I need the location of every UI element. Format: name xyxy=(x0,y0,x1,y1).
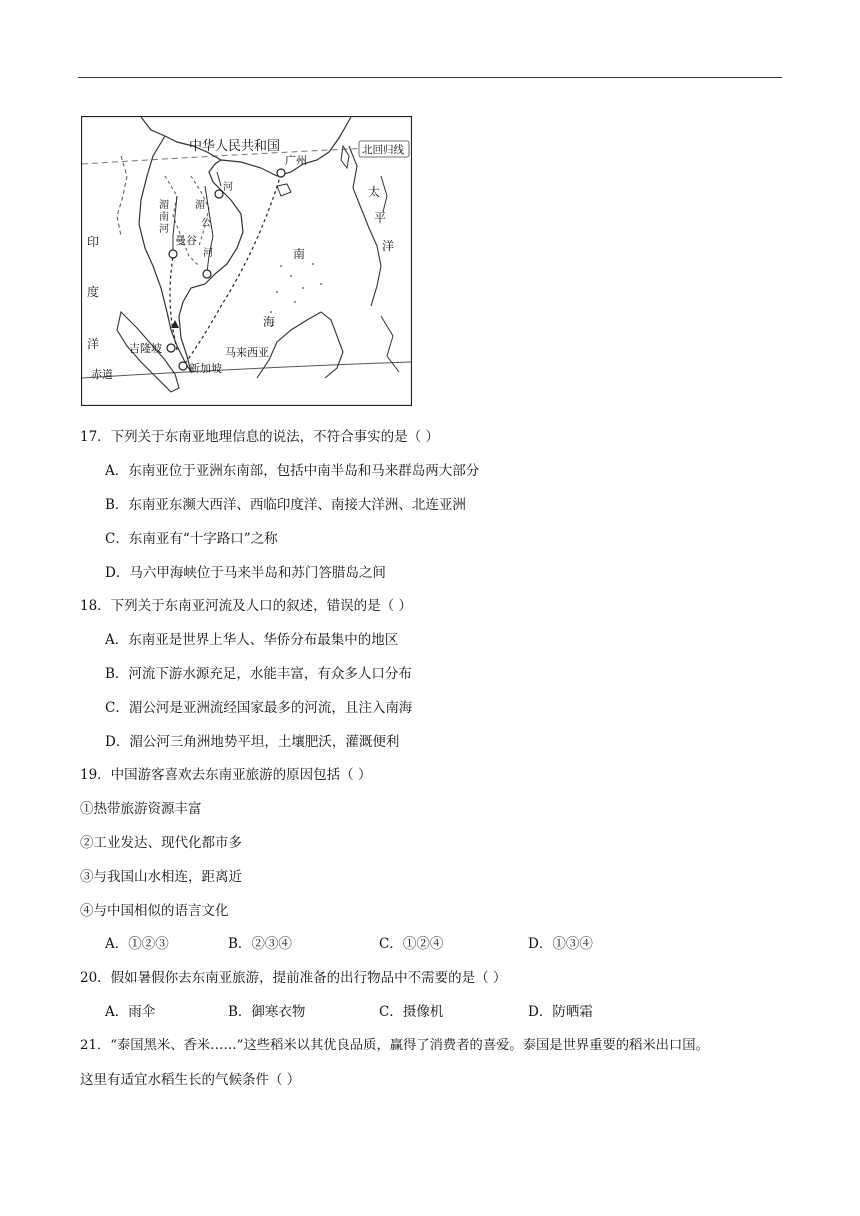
label-mekong-3: 河 xyxy=(203,248,213,259)
city-kualalumpur xyxy=(167,344,175,352)
question-18-option-d: D．湄公河三角洲地势平坦，土壤肥沃，灌溉便利 xyxy=(105,734,400,750)
question-20-stem: 20．假如暑假你去东南亚旅游，提前准备的出行物品中不需要的是（ ） xyxy=(80,970,507,986)
label-sea-2: 海 xyxy=(263,315,276,329)
label-sea-1: 南 xyxy=(293,247,306,261)
label-indian-2: 度 xyxy=(87,285,100,299)
question-20-option-d: D．防晒霜 xyxy=(528,1004,593,1020)
question-19-item-3: ③与我国山水相连，距离近 xyxy=(80,869,242,885)
label-chao-phraya-2: 南 xyxy=(159,212,169,223)
question-20-option-b: B．御寒衣物 xyxy=(228,1004,306,1020)
question-19-stem: 19．中国游客喜欢去东南亚旅游的原因包括（ ） xyxy=(80,767,372,783)
question-20-option-a: A．雨伞 xyxy=(105,1004,156,1020)
label-chao-phraya-1: 湄 xyxy=(159,200,169,211)
question-17-option-d: D．马六甲海峡位于马来半岛和苏门答腊岛之间 xyxy=(105,565,386,581)
question-18-option-c: C．湄公河是亚洲流经国家最多的河流，且注入南海 xyxy=(105,700,413,716)
question-18-option-a: A．东南亚是世界上华人、华侨分布最集中的地区 xyxy=(105,632,399,648)
question-19-item-2: ②工业发达、现代化都市多 xyxy=(80,835,242,851)
city-singapore xyxy=(179,362,187,370)
label-pacific-1: 太 xyxy=(368,185,381,199)
question-17-option-c: C．东南亚有“十字路口”之称 xyxy=(105,531,278,547)
city-phnompenh xyxy=(203,270,211,278)
label-guangzhou: 广州 xyxy=(285,154,307,167)
question-18-option-b: B．河流下游水源充足，水能丰富，有众多人口分布 xyxy=(105,666,412,682)
label-china: 中华人民共和国 xyxy=(189,139,281,154)
question-19-option-d: D．①③④ xyxy=(528,936,593,952)
label-mekong-2: 公 xyxy=(201,218,211,229)
city-guangzhou xyxy=(277,169,285,177)
question-19-item-1: ①热带旅游资源丰富 xyxy=(80,801,202,817)
city-bangkok xyxy=(169,250,177,258)
label-equator: 赤道 xyxy=(91,368,113,381)
label-malaysia: 马来西亚 xyxy=(225,346,269,359)
label-chao-phraya-3: 河 xyxy=(159,224,169,235)
question-19-option-b: B．②③④ xyxy=(228,936,292,952)
question-21-stem-line-2: 这里有适宜水稻生长的气候条件（ ） xyxy=(80,1072,301,1088)
label-pacific-2: 平 xyxy=(374,211,387,225)
label-indian-1: 印 xyxy=(87,235,100,249)
city-hanoi xyxy=(215,190,223,198)
label-mekong-1: 湄 xyxy=(195,200,205,211)
question-21-stem-line-1: 21．“泰国黑米、香米……”这些稻米以其优良品质，赢得了消费者的喜爱。泰国是世界重要的稻米出口国。 xyxy=(80,1038,709,1053)
question-18-stem: 18．下列关于东南亚河流及人口的叙述，错误的是（ ） xyxy=(80,598,412,614)
question-17-option-a: A．东南亚位于亚洲东南部，包括中南半岛和马来群岛两大部分 xyxy=(105,463,480,479)
question-19-option-c: C．①②④ xyxy=(379,936,444,952)
header-rule xyxy=(78,77,782,78)
label-kualalumpur: 吉隆坡 xyxy=(129,342,162,355)
label-red-river: 河 xyxy=(223,182,233,193)
label-bangkok: 曼谷 xyxy=(175,234,197,247)
southeast-asia-map xyxy=(81,116,412,406)
question-17-option-b: B．东南亚东濒大西洋、西临印度洋、南接大洋洲、北连亚洲 xyxy=(105,497,466,513)
question-20-option-c: C．摄像机 xyxy=(379,1004,444,1020)
label-singapore: 新加坡 xyxy=(189,362,222,375)
question-19-item-4: ④与中国相似的语言文化 xyxy=(80,903,229,919)
label-pacific-3: 洋 xyxy=(382,239,395,253)
label-tropic: 北回归线 xyxy=(362,144,404,156)
question-19-option-a: A．①②③ xyxy=(105,936,169,952)
map-frame xyxy=(82,117,412,406)
label-indian-3: 洋 xyxy=(87,337,100,351)
question-17-stem: 17．下列关于东南亚地理信息的说法，不符合事实的是（ ） xyxy=(80,429,439,445)
